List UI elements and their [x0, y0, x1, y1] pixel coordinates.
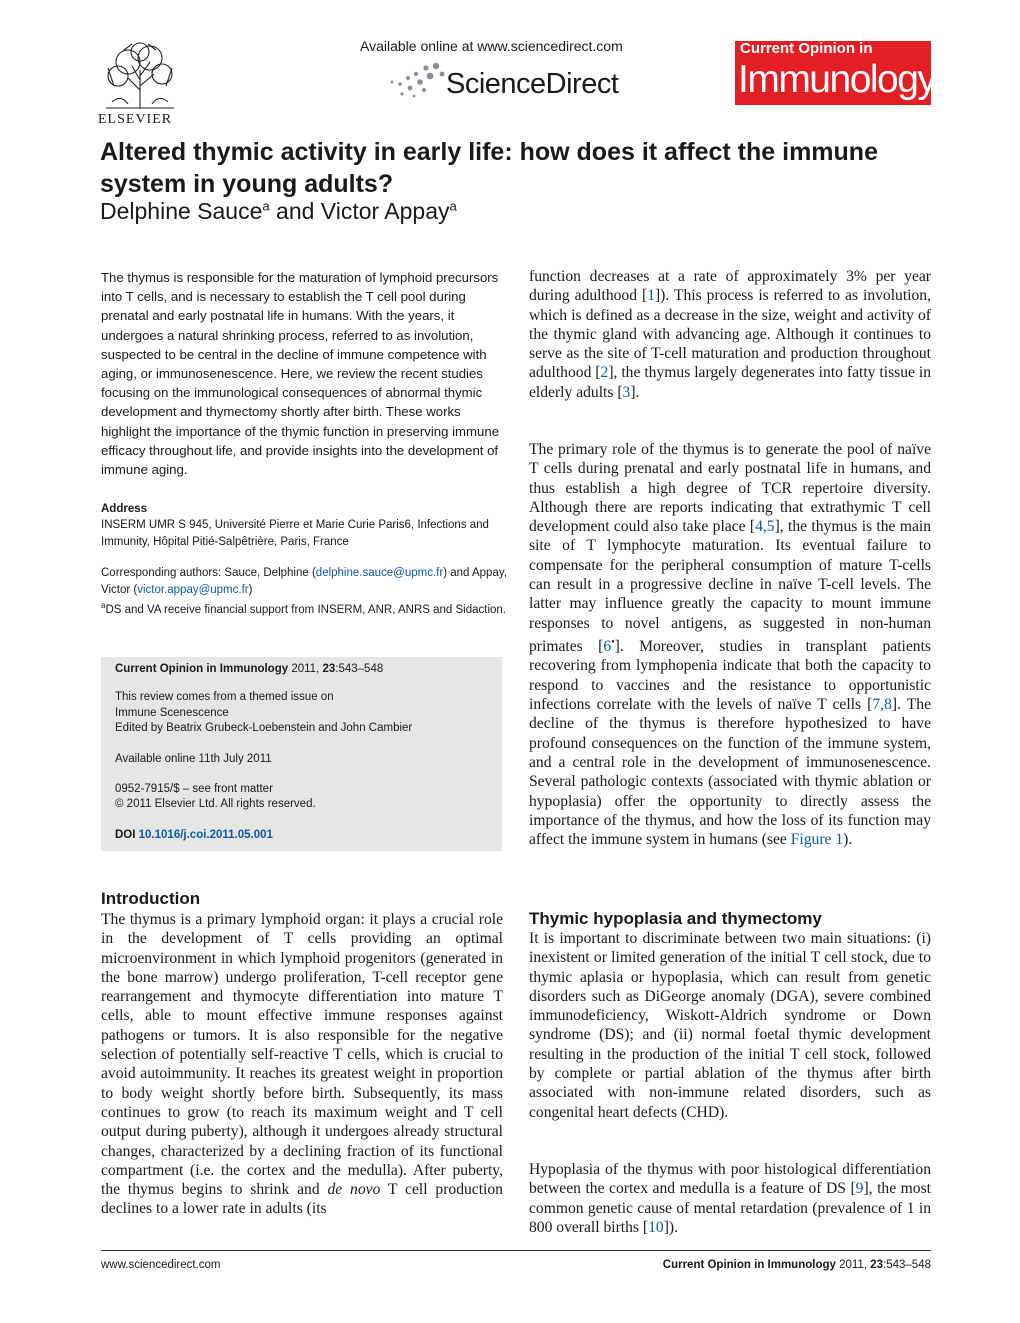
email-link[interactable]: victor.appay@upmc.fr	[137, 584, 249, 596]
section-heading-introduction: Introduction	[101, 889, 201, 908]
reference-link[interactable]: 6	[603, 638, 612, 656]
para-text: ]). This process is referred to as involution, which is defined as a decrease in the size, weight and activity of the thymic gland with advancing age. Although it continues to serve as the site of T-cell maturation and production throughout adulthood [	[529, 287, 931, 382]
infobox-pages: :543–548	[335, 663, 384, 675]
article-title: Altered thymic activity in early life: how does it affect the immune system in young adults?	[100, 138, 878, 198]
journal-logo-name: Immunology	[738, 58, 936, 101]
doi-label: DOI	[115, 829, 139, 841]
affiliation-marker: a	[262, 198, 270, 214]
infobox-theme-name: Immune Scenescence	[115, 707, 229, 719]
corresponding-authors	[101, 565, 511, 599]
reference-link[interactable]: 2	[600, 364, 609, 382]
para-text: Hypoplasia of the thymus with poor histological differentiation between the cortex and medulla is a feature of DS [	[529, 1161, 931, 1198]
corr-text: )	[248, 584, 253, 596]
article-authors	[100, 198, 457, 225]
reference-link[interactable]: 1	[647, 287, 655, 305]
author-separator: and	[269, 198, 321, 224]
journal-logo-top: Current Opinion in	[740, 40, 873, 57]
para-text: ]. Moreover, studies in transplant patients recovering from lymphopenia indicate that both the capacity to respond to vaccines and the resistance to opportunistic infections correlate with the levels of naïve T cells [	[529, 638, 931, 714]
funding-text: DS and VA receive financial support from INSERM, ANR, ANRS and Sidaction.	[105, 603, 507, 616]
intro-paragraph	[101, 910, 503, 1219]
para-text: ]. The decline of the thymus is therefore hypothesized to have profound consequences on the function of the immune system, and a central role in the development of immunosenescence. Several pathologic contexts (associated with thymic ablation or hypoplasia) offer the opportunity to directly assess the importance of the thymus, and how the loss of its function may affect the immune system in humans (see	[529, 696, 932, 849]
footer-volume: 23	[870, 1259, 884, 1271]
para-text: ).	[843, 831, 853, 849]
infobox-editors: Edited by Beatrix Grubeck-Loebenstein and John Cambier	[115, 722, 413, 734]
author-name: Delphine Sauce	[100, 198, 263, 224]
reference-link[interactable]: 10	[648, 1218, 664, 1236]
infobox-year: 2011,	[288, 663, 323, 675]
abstract: The thymus is responsible for the maturation of lymphoid precursors into T cells, and is necessary to establish the T cell pool during prenatal and early postnatal life in humans. With the years, it undergoes a natural shrinking process, referred to as involution, suspected to be central in the decline of immune competence with aging, or immunosenescence. Here, we review the recent studies focusing on the immunological consequences of abnormal thymic development and thymectomy shortly after birth. These works highlight the importance of the thymic function in preserving immune efficacy throughout life, and provide insights into the development of immune aging.	[101, 270, 500, 478]
paragraph	[529, 440, 931, 849]
sciencedirect-logo-text: ScienceDirect	[446, 68, 619, 100]
affiliation-marker: a	[449, 198, 457, 214]
reference-link[interactable]: 4,5	[755, 518, 775, 536]
figure-link[interactable]: Figure 1	[790, 831, 844, 849]
infobox-issn: 0952-7915/$ – see front matter	[115, 783, 273, 795]
paragraph	[529, 1160, 931, 1237]
para-text: The primary role of the thymus is to generate the pool of naïve T cells during prenatal and early postnatal life in humans, and thus establish a high degree of TCR repertoire diversity. Although there are reports indicating that extrathymic T cell development could also take place [	[529, 441, 931, 536]
corr-text: ) and Appay, Victor (	[101, 567, 507, 596]
intro-text: The thymus is a primary lymphoid organ: it plays a crucial role in the development of T cells providing an optimal microenvironment in which lymphoid progenitors (generated in the bone marrow) undergo proliferation, T-cell receptor gene rearrangement and thymocyte differentiation into mature T cells, able to mount effective immune responses against pathogens or tumors. It is also responsible for the negative selection of potentially self-reactive T cells, which is crucial to avoid autoimmunity. It reaches its greatest weight in proportion to body weight shortly before birth. Subsequently, its mass continues to grow (to reach its maximum weight and T cell output during puberty), although it undergoes already structural changes, characterized by a declining fraction of its functional compartment (i.e. the cortex and the medulla). After puberty, the thymus begins to shrink and	[101, 911, 503, 1199]
corr-text: Corresponding authors: Sauce, Delphine (	[101, 567, 316, 579]
address-heading: Address	[101, 503, 148, 515]
available-online-text: Available online at www.sciencedirect.com	[360, 38, 623, 54]
para-text: ]).	[663, 1218, 678, 1236]
reference-link[interactable]: 3	[622, 383, 631, 401]
sciencedirect-dots-icon	[386, 62, 448, 100]
intro-text: T cell production declines to a lower rate in adults (its	[101, 1181, 503, 1218]
para-text: ], the most common genetic cause of mental retardation (prevalence of 1 in 800 overall births [	[529, 1180, 931, 1236]
doi-link[interactable]: 10.1016/j.coi.2011.05.001	[138, 829, 273, 841]
footer-journal: Current Opinion in Immunology	[662, 1259, 836, 1271]
infobox-citation	[115, 661, 383, 677]
reference-link[interactable]: 9	[855, 1180, 864, 1198]
intro-emphasis: de novo	[327, 1181, 381, 1199]
footer-citation	[663, 1259, 931, 1271]
funding-marker: a	[101, 601, 106, 610]
para-text: ], the thymus is the main site of T lymphocyte maturation. Its eventual failure to compensate for the peripheral consumption of mature T-cells can result in a progressive decline in naïve T-cell levels. The latter may influence greatly the capacity to mount immune responses to novel antigens, as suggested in non-human primates [	[529, 518, 932, 656]
para-text: function decreases at a rate of approximately 3% per year during adulthood [	[529, 268, 931, 305]
section-heading-thymic-hypoplasia: Thymic hypoplasia and thymectomy	[529, 909, 822, 928]
infobox-volume: 23	[322, 663, 336, 675]
publisher-name: ELSEVIER	[98, 112, 173, 127]
email-link[interactable]: delphine.sauce@upmc.fr	[315, 567, 444, 579]
infobox-available: Available online 11th July 2011	[115, 753, 272, 765]
footer-url[interactable]: www.sciencedirect.com	[101, 1259, 221, 1271]
footer-rule	[101, 1250, 931, 1251]
reference-star: •	[611, 636, 615, 648]
para-text: ].	[630, 383, 640, 401]
funding-note	[101, 597, 511, 619]
infobox-doi	[115, 827, 273, 843]
infobox-journal: Current Opinion in Immunology	[115, 663, 289, 675]
footer-year: 2011,	[835, 1259, 871, 1271]
author-name: Victor Appay	[320, 198, 450, 224]
infobox-copyright: © 2011 Elsevier Ltd. All rights reserved.	[115, 798, 316, 810]
infobox-theme: This review comes from a themed issue on	[115, 691, 334, 703]
reference-link[interactable]: 7,8	[872, 696, 892, 714]
paragraph: It is important to discriminate between two main situations: (i) inexistent or limited generation of the initial T cell stock, due to thymic aplasia or hypoplasia, which can result from genetic disorders such as DiGeorge anomaly (DGA), severe combined immunodeficiency, Wiskott-Aldrich syndrome or Down syndrome (DS); and (ii) normal foetal thymic development resulting in the production of the initial T cell stock, followed by complete or partial ablation of the thymus after birth associated with non-immune related disorders, such as congenital heart defects (CHD).	[529, 930, 931, 1121]
para-text: ], the thymus largely degenerates into fatty tissue in elderly adults [	[529, 364, 931, 401]
footer-pages: :543–548	[883, 1259, 931, 1271]
address-text: INSERM UMR S 945, Université Pierre et Marie Curie Paris6, Infections and Immunity, Hôpital Pitié-Salpêtrière, Paris, France	[101, 519, 489, 548]
paragraph	[529, 267, 931, 402]
